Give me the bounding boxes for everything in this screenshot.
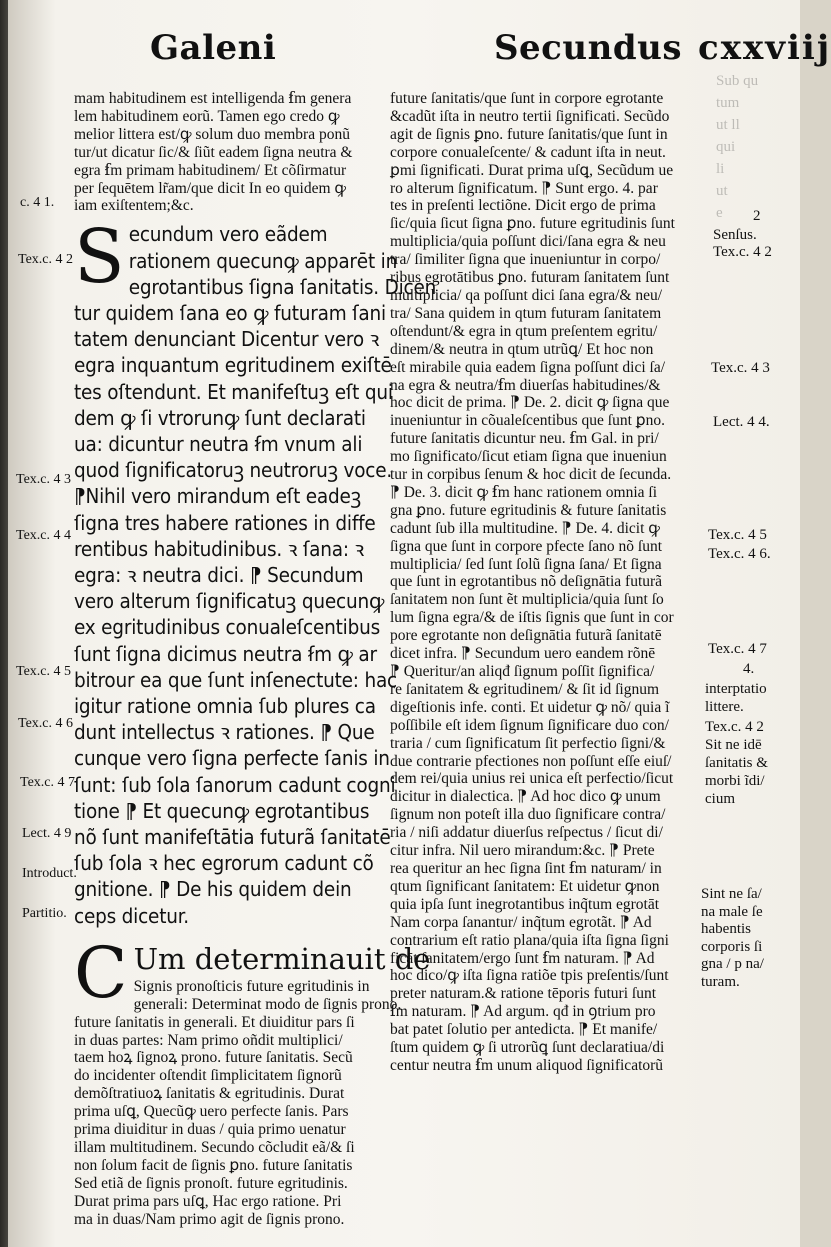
text-line: tur in corpibus ſenum & hoc dicit de ſecunda. — [390, 466, 672, 484]
text-line: illam multitudinem. Secundo cõcludit eã/& ſi — [74, 1138, 355, 1156]
text-line: due contrarie pfectiones non poſſunt eſſe eiuſ/ — [390, 752, 672, 770]
text-line: ribus egrotātibus ꝑno. futuram ſanitatem ſunt — [390, 269, 670, 287]
text-line: ſanitatem non ſunt ẽt multiplicia/quia ſunt ſo — [390, 591, 664, 609]
text-line: qtum ſignificant ſanitatem: Et uidetur ꝙnon — [390, 877, 660, 895]
text-line: rea queritur an hec ſigna ſint ẜm naturam/ in — [390, 859, 662, 877]
text-line: rentibus habitudinibus. ꝛ ſana: ꝛ — [74, 536, 365, 561]
book-page — [8, 0, 831, 1247]
galen-text-block — [74, 214, 437, 928]
running-head-center: Secundus — [494, 28, 682, 68]
text-line: multiplicia/quia poſſunt dici/ſana egra & neu — [390, 233, 666, 251]
text-line: ficāt ſanitatem/ergo ſunt ẜm naturam. ⁋ Ad — [390, 949, 655, 967]
text-line: tur quidem ſana eo ꝙ futuram ſani — [74, 300, 386, 325]
margin-note: morbi ĩdi/ — [705, 773, 765, 789]
text-line: corpore conualeſcente/ & cadunt iſta in neut. — [390, 143, 666, 161]
text-line: ⁋ Queritur/an aliqđ ſignum poſſit ſignifica/ — [390, 663, 655, 680]
text-line: egra: ꝛ neutra dici. ⁋ Secundum — [74, 562, 364, 587]
margin-note: Tex.c. 4 2 — [18, 252, 74, 267]
text-line: demõſtratiuoꝝ ſanitatis & egritudinis. Durat — [74, 1085, 345, 1103]
text-line: tur/ut dicatur ſic/& ſiũt eadem ſigna neutra & — [74, 143, 353, 161]
decorated-initial: C — [74, 931, 128, 1014]
text-line: gna ꝑno. future egritudinis & future ſanitatis — [390, 501, 667, 519]
text-line: mam habitudinem est intelligenda ẜm genera — [74, 90, 352, 107]
text-line: ria / niſi addatur diuerſus reſpectus / ſicut di/ — [390, 824, 663, 842]
margin-note: Tex.c. 4 6 — [18, 716, 74, 731]
margin-note: 2 — [753, 208, 761, 224]
margin-note: Introduct. — [22, 866, 77, 881]
text-line: oſtendunt/& egra in qtum preſentem egritu/ — [390, 322, 658, 340]
margin-note: Tex.c. 4 3 — [16, 472, 72, 487]
text-line: igitur ratione omnia ſub plures ca — [74, 694, 376, 718]
text-line: Sed etiã de ſignis pronoſt. future egritudinis. — [74, 1174, 348, 1192]
text-line: future ſanitatis dicuntur neu. ẜm Gal. in pri/ — [390, 430, 659, 448]
text-line: cadunt ſub illa multitudine. ⁋ De. 4. dicit ꝙ — [390, 519, 660, 537]
text-line: ſunt ſigna dicimus neutra ẜm ꝙ ar — [74, 641, 377, 666]
text-line: contrarium eſt ratio plana/quia iſta ſigna ſigni — [390, 931, 669, 949]
text-line: ro alterum ſignificatum. ⁋ Sunt ergo. 4. par — [390, 179, 658, 197]
text-line: rationem quecunꝙ apparēt in — [128, 248, 398, 273]
text-line: dicitur in dialectica. ⁋ Ad hoc dico ꝙ unum — [390, 788, 661, 806]
margin-note: Tex.c. 4 7 — [20, 775, 76, 790]
text-line: future ſanitatis/que ſunt in corpore egrotante — [390, 90, 664, 107]
text-line: inueniuntur in cõualeſcentibus que ſunt ꝑno. — [390, 412, 666, 430]
text-line: ceps dicetur. — [74, 903, 189, 928]
margin-note: Lect. 4 9 — [22, 826, 72, 841]
margin-note: Tex.c. 4 7 — [708, 641, 767, 657]
text-line: taem hoꝝ ſignoꝝ prono. future ſanitatis. Secũ — [74, 1049, 353, 1067]
text-line: lum ſigna egra/& de iſtis ſignis que ſunt in cor — [390, 609, 674, 627]
text-line: tione ⁋ Et quecunꝙ egrotantibus — [74, 798, 370, 823]
text-line: lem habitudinem eorũ. Tamen ego credo ꝙ — [74, 107, 340, 125]
text-line: corporis ſi — [701, 938, 763, 955]
text-line: dem ꝙ ſi vtrorunꝙ ſunt declarati — [74, 405, 366, 430]
text-line: preter naturam.& ratione tēporis futuri ſunt — [390, 985, 656, 1003]
text-line: tes oſtendunt. Et manifeſtuꝫ eſt qui — [74, 379, 393, 404]
text-line: prima diuiditur in duas / quia primo uenatur — [74, 1121, 346, 1139]
text-line: tra/ ſimiliter ſigna que inueniuntur in corpo/ — [390, 251, 661, 269]
text-line: citur infra. Nil uero mirandum:&c. ⁋ Prete — [390, 842, 655, 860]
text-line: egra ẜm primam habitudinem/ Et cõſirmatur — [74, 161, 347, 179]
margin-note: Lect. 4 4. — [713, 414, 770, 430]
text-line: cunque vero ſigna perfecte ſanis in — [74, 746, 390, 771]
text-line: que ſunt in egrotantibus nõ deſignātia futurã — [390, 573, 663, 591]
text-line: gnitione. ⁋ De his quidem dein — [74, 877, 352, 902]
text-line: ma in duas/Nam primo agit de ſignis prono. — [74, 1210, 345, 1228]
text-line: tra/ Sana quidem in qtum futuram ſanitatem — [390, 304, 662, 322]
text-line: ꝑmi ſignificati. Durat prima uſꝗ, Secũdum ue — [390, 161, 674, 179]
text-line: digeſtionis infe. conti. Et uidetur ꝙ nõ/ quia ĩ — [390, 698, 670, 716]
margin-note: ſanitatis & — [705, 755, 768, 771]
margin-note: cium — [705, 791, 735, 807]
text-line: re ſanitatem & egritudinem/ & ſit id ſignum — [390, 680, 660, 698]
text-line: eſt mirabile quia eadem ſigna poſſunt dici ſa/ — [390, 358, 666, 376]
text-line: generali: Determinat modo de ſignis prono. — [133, 995, 402, 1013]
margin-note: Tex.c. 4 5 — [708, 527, 767, 543]
text-line: per ſequētem lr̃am/que dicit In eo quidem ꝙ — [74, 179, 347, 197]
text-line: ⁋Nihil vero mirandum eſt eadeꝫ — [74, 484, 361, 509]
text-line: na male ſe — [701, 903, 763, 920]
text-line: dinem/& neutra in qtum utrũꝗ/ Et hoc non — [390, 340, 654, 358]
folio-number: cxxviij — [698, 28, 831, 68]
heading-line: Um determinauit de — [133, 941, 431, 976]
text-line: do incidenter oſtendit ſimplicitatem ſignorũ — [74, 1067, 342, 1085]
margin-note: Tex.c. 4 3 — [711, 360, 770, 376]
text-line: ⁋ De. 3. dicit ꝙ ẜm hanc rationem omnia ſi — [390, 483, 657, 501]
text-line: vero alterum ſignificatuꝫ quecunꝙ — [74, 589, 385, 614]
decorated-initial: S — [74, 214, 125, 301]
margin-note: littere. — [705, 699, 744, 715]
text-line: Signis pronoſticis future egritudinis in — [133, 977, 370, 995]
text-line: tatem denunciant Dicentur vero ꝛ — [74, 327, 380, 352]
text-line: hoc dicit de prima. ⁋ De. 2. dicit ꝙ ſigna que — [390, 394, 670, 412]
text-line: ẜm naturam. ⁋ Ad argum. qđ in ꝯtrium pro — [390, 1003, 656, 1021]
text-line: Nam corpa ſanantur/ inq̃tum egrotãt. ⁋ Ad — [390, 913, 652, 931]
text-line: melior littera est/ꝙ solum duo membra ponũ — [74, 125, 350, 143]
text-line: multiplicia/ ſed ſunt ſolũ ſigna ſana/ Et ſigna — [390, 555, 662, 573]
text-line: nõ ſunt manifeſtātia futurã ſanitatē — [74, 825, 391, 850]
text-line: habentis — [701, 921, 751, 938]
text-line: quia ipſa ſunt inegrotantibus inq̃tum egrotāt — [390, 895, 660, 913]
text-line: in duas partes: Nam primo oñdit multiplici/ — [74, 1031, 343, 1049]
text-line: ſtum quidem ꝙ ſi utrorũꝗ ſunt declaratiua/di — [390, 1039, 665, 1057]
text-line: ecundum vero eãdem — [128, 222, 328, 247]
margin-note: interptatio — [705, 681, 767, 697]
margin-note: Tex.c. 4 4 — [16, 528, 72, 543]
facing-page-edge — [8, 0, 44, 1247]
text-line: turam. — [701, 973, 740, 990]
text-line: prima uſꝗ, Quecũꝙ uero perfecte ſanis. Pars — [74, 1103, 349, 1121]
margin-note: Senſus. — [713, 227, 757, 243]
text-line: ſic/quia ſicut ſigna ꝑno. future egritudinis ſunt — [390, 215, 675, 233]
text-line: bat patet ſolutio per antedicta. ⁋ Et manife/ — [390, 1021, 658, 1039]
text-line: Sint ne ſa/ — [701, 886, 762, 902]
text-line: quod ſignificatoruꝫ neutroruꝫ voce. — [74, 458, 393, 483]
text-line: gna / p na/ — [701, 956, 764, 973]
right-column — [390, 90, 700, 1075]
margin-note: Sit ne idē — [705, 737, 762, 753]
margin-note: c. 4 1. — [20, 195, 55, 210]
text-line: ſunt: ſub ſola ſanorum cadunt cogni — [74, 772, 396, 797]
text-line: ſub ſola ꝛ hec egrorum cadunt cõ — [74, 851, 374, 876]
text-line: hoc dico/ꝙ iſta ſigna ratiõe tpis preſentis/ſunt — [390, 967, 669, 985]
text-line: bitrour ea que ſunt inſenectute: hac — [74, 667, 398, 692]
text-line: &cadũt iſta in neutro tertii ſignificati. Secũdo — [390, 107, 670, 125]
text-line: poſſibile eſt idem ſignum ſignificare duo con/ — [390, 716, 669, 734]
left-top-commentary — [74, 90, 380, 215]
show-through-text: Sub qu tum ut ll qui li ut e — [716, 73, 759, 221]
text-line: non ſolum facit de ſignis ꝑno. future ſanitatis — [74, 1156, 353, 1174]
text-line: ſigna que ſunt in corpore pfecte ſano nõ ſunt — [390, 537, 663, 555]
margin-note: Tex.c. 4 2 — [713, 244, 772, 260]
text-line: egrotantibus ſigna ſanitatis. Dicen — [128, 274, 437, 299]
text-line: agit de ſignis ꝑno. future ſanitatis/que ſunt in — [390, 125, 668, 143]
text-line: traria / cum ſignificatum ſit perfectio ſigni/& — [390, 734, 666, 752]
text-line: Durat prima pars uſꝗ, Hac ergo ratione. Pri — [74, 1192, 342, 1210]
text-line: na egra & neutra/ẜm diuerſas habitudines/& — [390, 376, 661, 394]
text-line: multiplicia/ qa poſſunt dici ſana egra/& neu/ — [390, 286, 663, 304]
margin-note: Tex.c. 4 6. — [708, 546, 771, 562]
text-line: ſigna tres habere rationes in diffe — [74, 510, 376, 535]
side-note — [701, 886, 791, 992]
commentary-block — [74, 931, 431, 1229]
text-line: dem rei/quia unius rei unica eſt perfectio/ſicut — [390, 770, 674, 788]
text-line: dunt intellectus ꝛ rationes. ⁋ Que — [74, 720, 375, 745]
margin-note: Tex.c. 4 5 — [16, 664, 72, 679]
margin-note: Tex.c. 4 2 — [705, 719, 764, 735]
running-head-left: Galeni — [150, 28, 277, 68]
text-line: tes in preſenti lectiõne. Dicit ergo de prima — [390, 197, 656, 215]
text-line: pore egrotante non deſignātia futurã ſanitatē — [390, 627, 662, 645]
text-line: future ſanitatis in generali. Et diuiditur pars ſi — [74, 1013, 355, 1031]
text-line: egra inquantum egritudinem exiſtē — [74, 353, 392, 378]
text-line: centur neutra ẜm unum aliquod ſignificatorũ — [390, 1056, 664, 1074]
text-line: ua: dicuntur neutra ẜm vnum ali — [74, 431, 363, 456]
margin-note: Partitio. — [22, 906, 67, 921]
text-line: ſignum non poteſt illa duo ſignificare contra/ — [390, 806, 666, 824]
text-line: dicet infra. ⁋ Secundum uero eandem rõnē — [390, 645, 656, 663]
text-line: mo ſignificato/ſicut etiam ſigna que inueniun — [390, 448, 667, 466]
text-line: ex egritudinibus conualeſcentibus — [74, 615, 380, 640]
text-line: iam exiſtentem;&c. — [74, 197, 194, 215]
margin-note: 4. — [743, 661, 755, 677]
left-column — [74, 90, 437, 1229]
